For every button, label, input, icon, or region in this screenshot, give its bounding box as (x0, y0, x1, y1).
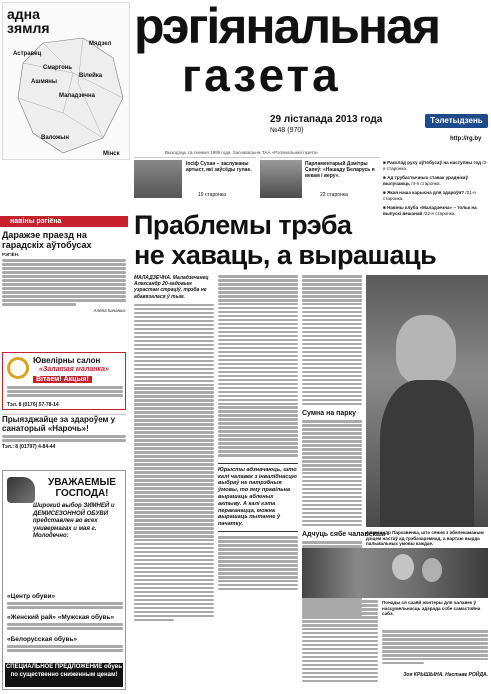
couple-photo-block-visible (302, 548, 488, 598)
article-photo-1 (366, 275, 488, 527)
city-label: Мінск (103, 151, 120, 157)
masthead-line1: рэгіянальная (134, 0, 440, 54)
teaser-1[interactable] (134, 157, 256, 197)
announcement-item[interactable]: ■ Навіны клуба «Маладзечна» – тольк на выпускі вешанай /22-я старонка. (383, 205, 477, 216)
city-label: Валожын (41, 135, 69, 141)
pull-quote: Юрысты адзначаюць, што калі чалавек з інваліднасцю выбраў не патрэбныя ўмовы, то яму правільна вырашаць абленых актыву. А калі гэта пераканацца, можна вырашаць пытанне ў пачатку. (218, 463, 298, 532)
tv-badge[interactable]: Тэлетыдзень (425, 114, 488, 128)
teaser-page: 22 старонка (320, 192, 348, 198)
teaser-2[interactable] (260, 157, 380, 197)
article-column-tail (302, 600, 378, 682)
sidebar-ad-sanatorium[interactable]: Прыязджайце за здароўем у санаторый «Нарочь»! Тэл.: 8 (01797) 4-84-44 (2, 414, 126, 462)
article-column-tail-2 (382, 630, 488, 664)
issue-number: №48 (970) (270, 127, 304, 134)
map-title: адна зямля (7, 6, 50, 36)
photo-2-caption: Понады ся сааёй жонтеры для чалавек ў насцумельнасць адэрада ссбе самастойна сабэ. (382, 600, 481, 617)
founded-note: Выходзіць са снежня 1995 года. Заснавальнік ТАА «Рэгіянальная газета» (165, 150, 319, 155)
city-label: Мядзел (89, 41, 112, 47)
shoe-icon (7, 477, 35, 503)
subhead: Адчуць сябе чалавекам (302, 531, 386, 539)
announcement-item[interactable]: ■ Ад трубастычных ставак ураднікаў вылучаюць /4-я старонка. (383, 175, 468, 186)
teaser-caption: Іосіф Сухан – заслужаны артыст, які заўсёды гулае. (186, 161, 252, 173)
teaser-photo (260, 160, 302, 198)
masthead-line2: газета (182, 49, 341, 101)
city-label: Смаргонь (43, 65, 73, 71)
article-lead: МАЛАДЗЕЧНА. Маладзечанец Александр 20-гадовым узрастам страціў, трэба не абавязалася ў тым. (134, 275, 209, 300)
article-byline: Алёна Ішчанка. (93, 307, 126, 313)
announcements (383, 160, 488, 217)
sidebar-shoe-ad[interactable]: УВАЖАЕМЫЕ ГОСПОДА! Широкий выбор ЗИМНЕЙ и ДЕМИСЕЗОННОЙ ОБУВИ представлен во всех универмагах и мая г. Молодечно: «Центр обуви» «Женский рай» «Мужская обувь» «Белорусская обувь» СПЕЦИАЛЬНОЕ ПРЕДЛОЖЕНИЕ обувь по существенно сниженным ценам! (2, 470, 126, 690)
city-label: Маладзечна (59, 93, 95, 99)
photo-1-caption: Аляксандр Пархавенка, што сёння з абелекаманым дзіцем настаў ад трэбазарэмнад, а вартаю вырда пальмальных умовы каждае. (366, 530, 484, 547)
section-banner: навіны рэгіёна (0, 216, 128, 227)
city-label: Астравец (13, 51, 42, 57)
main-headline: Праблемы трэба не хаваць, а вырашаць (134, 210, 437, 270)
person-silhouette (396, 315, 456, 385)
article-column (218, 275, 298, 590)
city-label: Ашмяны (31, 79, 58, 85)
article-title: Даражэе праезд на гарадскіх аўтобусах (2, 230, 92, 250)
teaser-photo (134, 160, 182, 198)
site-url[interactable]: http://rg.by (450, 136, 482, 142)
subhead: Сумна на парку (302, 410, 356, 418)
date: 29 лістапада 2013 года (270, 114, 383, 125)
ring-icon (7, 357, 29, 379)
sidebar-article-1: Даражэе праезд на гарадскіх аўтобусах РЭГІЁН. Алёна Ішчанка. (2, 230, 126, 313)
announcement-item[interactable]: ■ Якая наша карысна для здароўя? /21-я старонка. (383, 190, 476, 201)
teaser-page: 19 старонка (198, 192, 226, 198)
announcement-item[interactable]: ■ Раскла́д руху аўтобусаў на наступны год /3-я старонка. (383, 160, 488, 171)
article-byline: Зоя КРЫШЫНА. Наставе РОЙДА. (403, 672, 488, 678)
person-silhouette (392, 554, 414, 580)
region-map (2, 2, 130, 160)
sidebar-ad-jeweller[interactable]: Ювелірны салон «Залатая маланка» Вітаем! Акцыя! Тэл. 8 (0176) 57-78-14 (2, 352, 126, 410)
article-body (2, 259, 126, 305)
article-column (134, 275, 214, 621)
person-silhouette (422, 558, 442, 582)
city-label: Вілейка (79, 73, 103, 79)
teaser-caption: Парламентарый Дзмітры Сапеў: «Нашаду Беларусь я векам і веру». (305, 161, 375, 179)
masthead (134, 0, 440, 101)
